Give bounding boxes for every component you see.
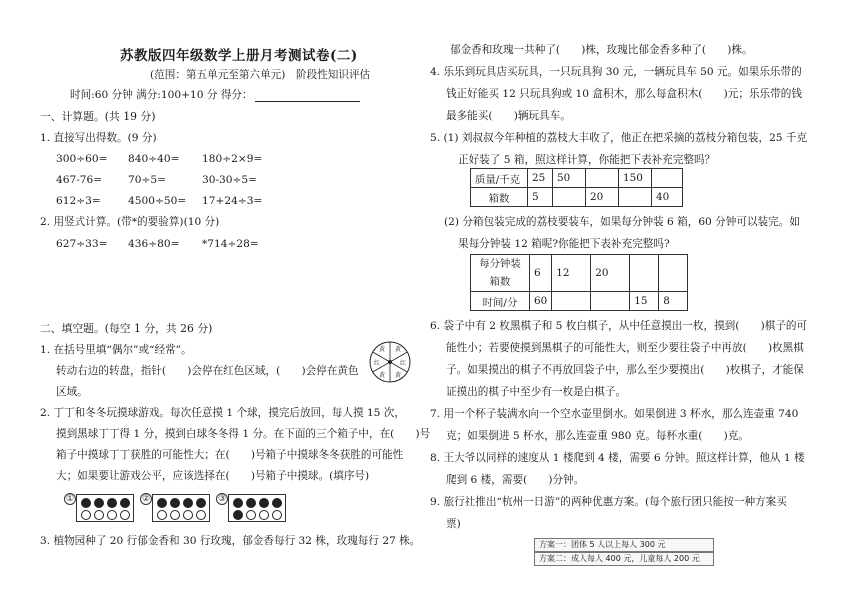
q4-line3: 最多能买( )辆玩具车。 [446,110,571,122]
wheel-label-4: 黄 [378,372,386,379]
q6-line3: 子。如果摸出的棋子不再放回袋子中，那么至少要摸出( )枚棋子，才能保 [446,364,804,376]
q5a-line1: 5. (1) 刘叔叔今年种植的荔枝大丰收了，他正在把采摘的荔枝分箱包装，25 千克 [430,132,808,144]
score-blank [255,90,360,102]
table-cell: 5 [528,188,553,207]
s2-q2-line3: 箱子中摸球丁丁获胜的可能性大；在( )号箱子中摸球冬冬获胜的可能性 [56,449,404,461]
table-cell[interactable] [586,169,619,188]
calc-r3c1: 612÷3= [56,195,101,207]
s2-q1-line2: 转动右边的转盘，指针( )会停在红色区域，( )会停在黄色 [56,365,359,377]
q9-line1: 9. 旅行社推出“杭州一日游”的两种优惠方案。(每个旅行团只能按一种方案买 [430,496,787,508]
plan-one-box: 方案一：团体 5 人以上每人 300 元 [534,538,714,552]
q4-line1: 4. 乐乐到玩具店买玩具，一只玩具狗 30 元，一辆玩具车 50 元。如果乐乐带的 [430,66,802,78]
box-number-1: ① [65,494,75,504]
table-cell: 8 [659,292,688,311]
exam-range: (范围：第五单元至第六单元) 阶段性知识评估 [150,69,371,81]
plan-two-box: 方案二：成人每人 400 元，儿童每人 200 元 [534,552,714,566]
exam-meta [70,89,360,102]
q7-line1: 7. 用一个杯子装满水向一个空水壶里倒水。如果倒进 3 杯水，那么连壶重 740 [430,408,799,420]
table-cell[interactable] [659,255,688,292]
table-row [471,292,688,311]
ball-box-3 [228,494,286,522]
exam-meta-text: 时间:60 分钟 满分:100+10 分 得分： [70,89,253,101]
q5b-line1: (2) 分箱包装完成的荔枝要装车，如果每分钟装 6 箱，60 分钟可以装完。如 [444,216,800,228]
q5a-line2: 正好装了 5 箱，照这样计算，你能把下表补充完整吗？ [458,154,716,166]
table-cell: 12 [552,255,591,292]
s2-q1-line1: 1. 在括号里填“偶尔”或“经常”。 [40,344,192,356]
ball-box-2 [152,494,210,522]
table-cell: 20 [586,188,619,207]
table-cell [471,255,530,292]
calc-r2c2: 70÷5= [128,174,166,186]
section2-heading: 二、填空题。(每空 1 分，共 26 分) [40,322,213,335]
q8-line1: 8. 王大爷以同样的速度从 1 楼爬到 4 楼，需要 6 分钟。照这样计算，他从 1 楼 [430,452,805,464]
calc-r3c2: 4500÷50= [128,195,187,207]
vcalc-1: 627÷33= [56,238,108,250]
s2-q1-line3: 区域。 [56,386,88,398]
q9-line2: 票) [446,518,461,530]
table-cell: 60 [530,292,552,311]
wheel-label-3: 黄 [394,372,402,379]
calc-r2c3: 30-30÷5= [202,174,258,186]
wheel-label-5: 红 [373,360,381,367]
q6-line1: 6. 袋子中有 2 枚黑棋子和 5 枚白棋子，从中任意摸出一枚，摸到( )棋子的可 [430,320,808,332]
calc-r1c2: 840÷40= [128,153,180,165]
s1-q2-text: 2. 用竖式计算。(带*的要验算)(10 分) [40,216,220,228]
q8-line2: 爬到 6 楼，需要( )分钟。 [446,474,585,486]
vcalc-3: *714÷28= [202,238,259,250]
table-row [471,169,683,188]
q6-line4: 证摸出的棋子中至少有一枚是白棋子。 [446,386,627,398]
lychee-weight-table [470,168,683,207]
wheel-label-2: 红 [399,360,407,367]
s2-q2-line2: 摸到黑球丁丁得 1 分，摸到白球冬冬得 1 分。在下面的三个箱子中，在( )号 [56,428,431,440]
q7-line2: 克；如果倒进 5 杯水，那么连壶重 980 克。每杯水重( )克。 [446,430,749,442]
table-row [471,255,688,292]
calc-r1c1: 300÷60= [56,153,108,165]
s2-q2-line4: 大；如果要让游戏公平，应该选择在( )号箱子中摸球。(填序号) [56,470,370,482]
table-cell[interactable] [619,188,652,207]
section1-heading: 一、计算题。(共 19 分) [40,110,156,123]
table-cell: 25 [528,169,553,188]
table-header-line1: 每分钟装 [479,258,521,270]
calc-r1c3: 180÷2×9= [202,153,263,165]
wheel-label-6: 黄 [378,346,386,353]
q3-continued: 郁金香和玫瑰一共种了( )株，玫瑰比郁金香多种了( )株。 [450,44,753,56]
table-header-line2: 箱数 [489,276,511,288]
table-cell[interactable] [630,255,659,292]
table-cell[interactable] [591,292,630,311]
table-cell: 15 [630,292,659,311]
spinner-wheel [368,340,412,384]
table-cell: 150 [619,169,652,188]
table-cell: 箱数 [471,188,528,207]
table-cell: 50 [553,169,586,188]
q4-line2: 钱正好能买 12 只玩具狗或 10 盒积木，那么每盒积木( )元；乐乐带的钱 [446,88,802,100]
table-cell: 6 [530,255,552,292]
q6-line2: 能性小；若要使摸到黑棋子的可能性大，则至少要往袋子中再放( )枚黑棋 [446,342,804,354]
q5b-line2: 果每分钟装 12 箱呢?你能把下表补充完整吗? [458,238,670,250]
table-cell: 质量/千克 [471,169,528,188]
vcalc-2: 436÷80= [128,238,180,250]
table-cell: 40 [652,188,683,207]
s1-q1-text: 1. 直接写出得数。(9 分) [40,132,157,144]
calc-r3c3: 17+24÷3= [202,195,263,207]
table-cell[interactable] [652,169,683,188]
table-cell[interactable] [553,188,586,207]
calc-r2c1: 467-76= [56,174,103,186]
loading-time-table [470,254,688,311]
table-cell: 20 [591,255,630,292]
box-number-3: ③ [217,494,227,504]
page-title: 苏教版四年级数学上册月考测试卷(二) [120,48,358,64]
table-row [471,188,683,207]
box-number-2: ② [141,494,151,504]
wheel-label-1: 黄 [394,346,402,353]
ball-box-1 [76,494,134,522]
s2-q2-line1: 2. 丁丁和冬冬玩摸球游戏。每次任意摸 1 个球，摸完后放回，每人摸 15 次， [40,407,405,419]
s2-q3-line1: 3. 植物园种了 20 行郁金香和 30 行玫瑰，郁金香每行 32 株，玫瑰每行 27 株。 [40,535,421,547]
table-cell[interactable] [552,292,591,311]
table-cell: 时间/分 [471,292,530,311]
